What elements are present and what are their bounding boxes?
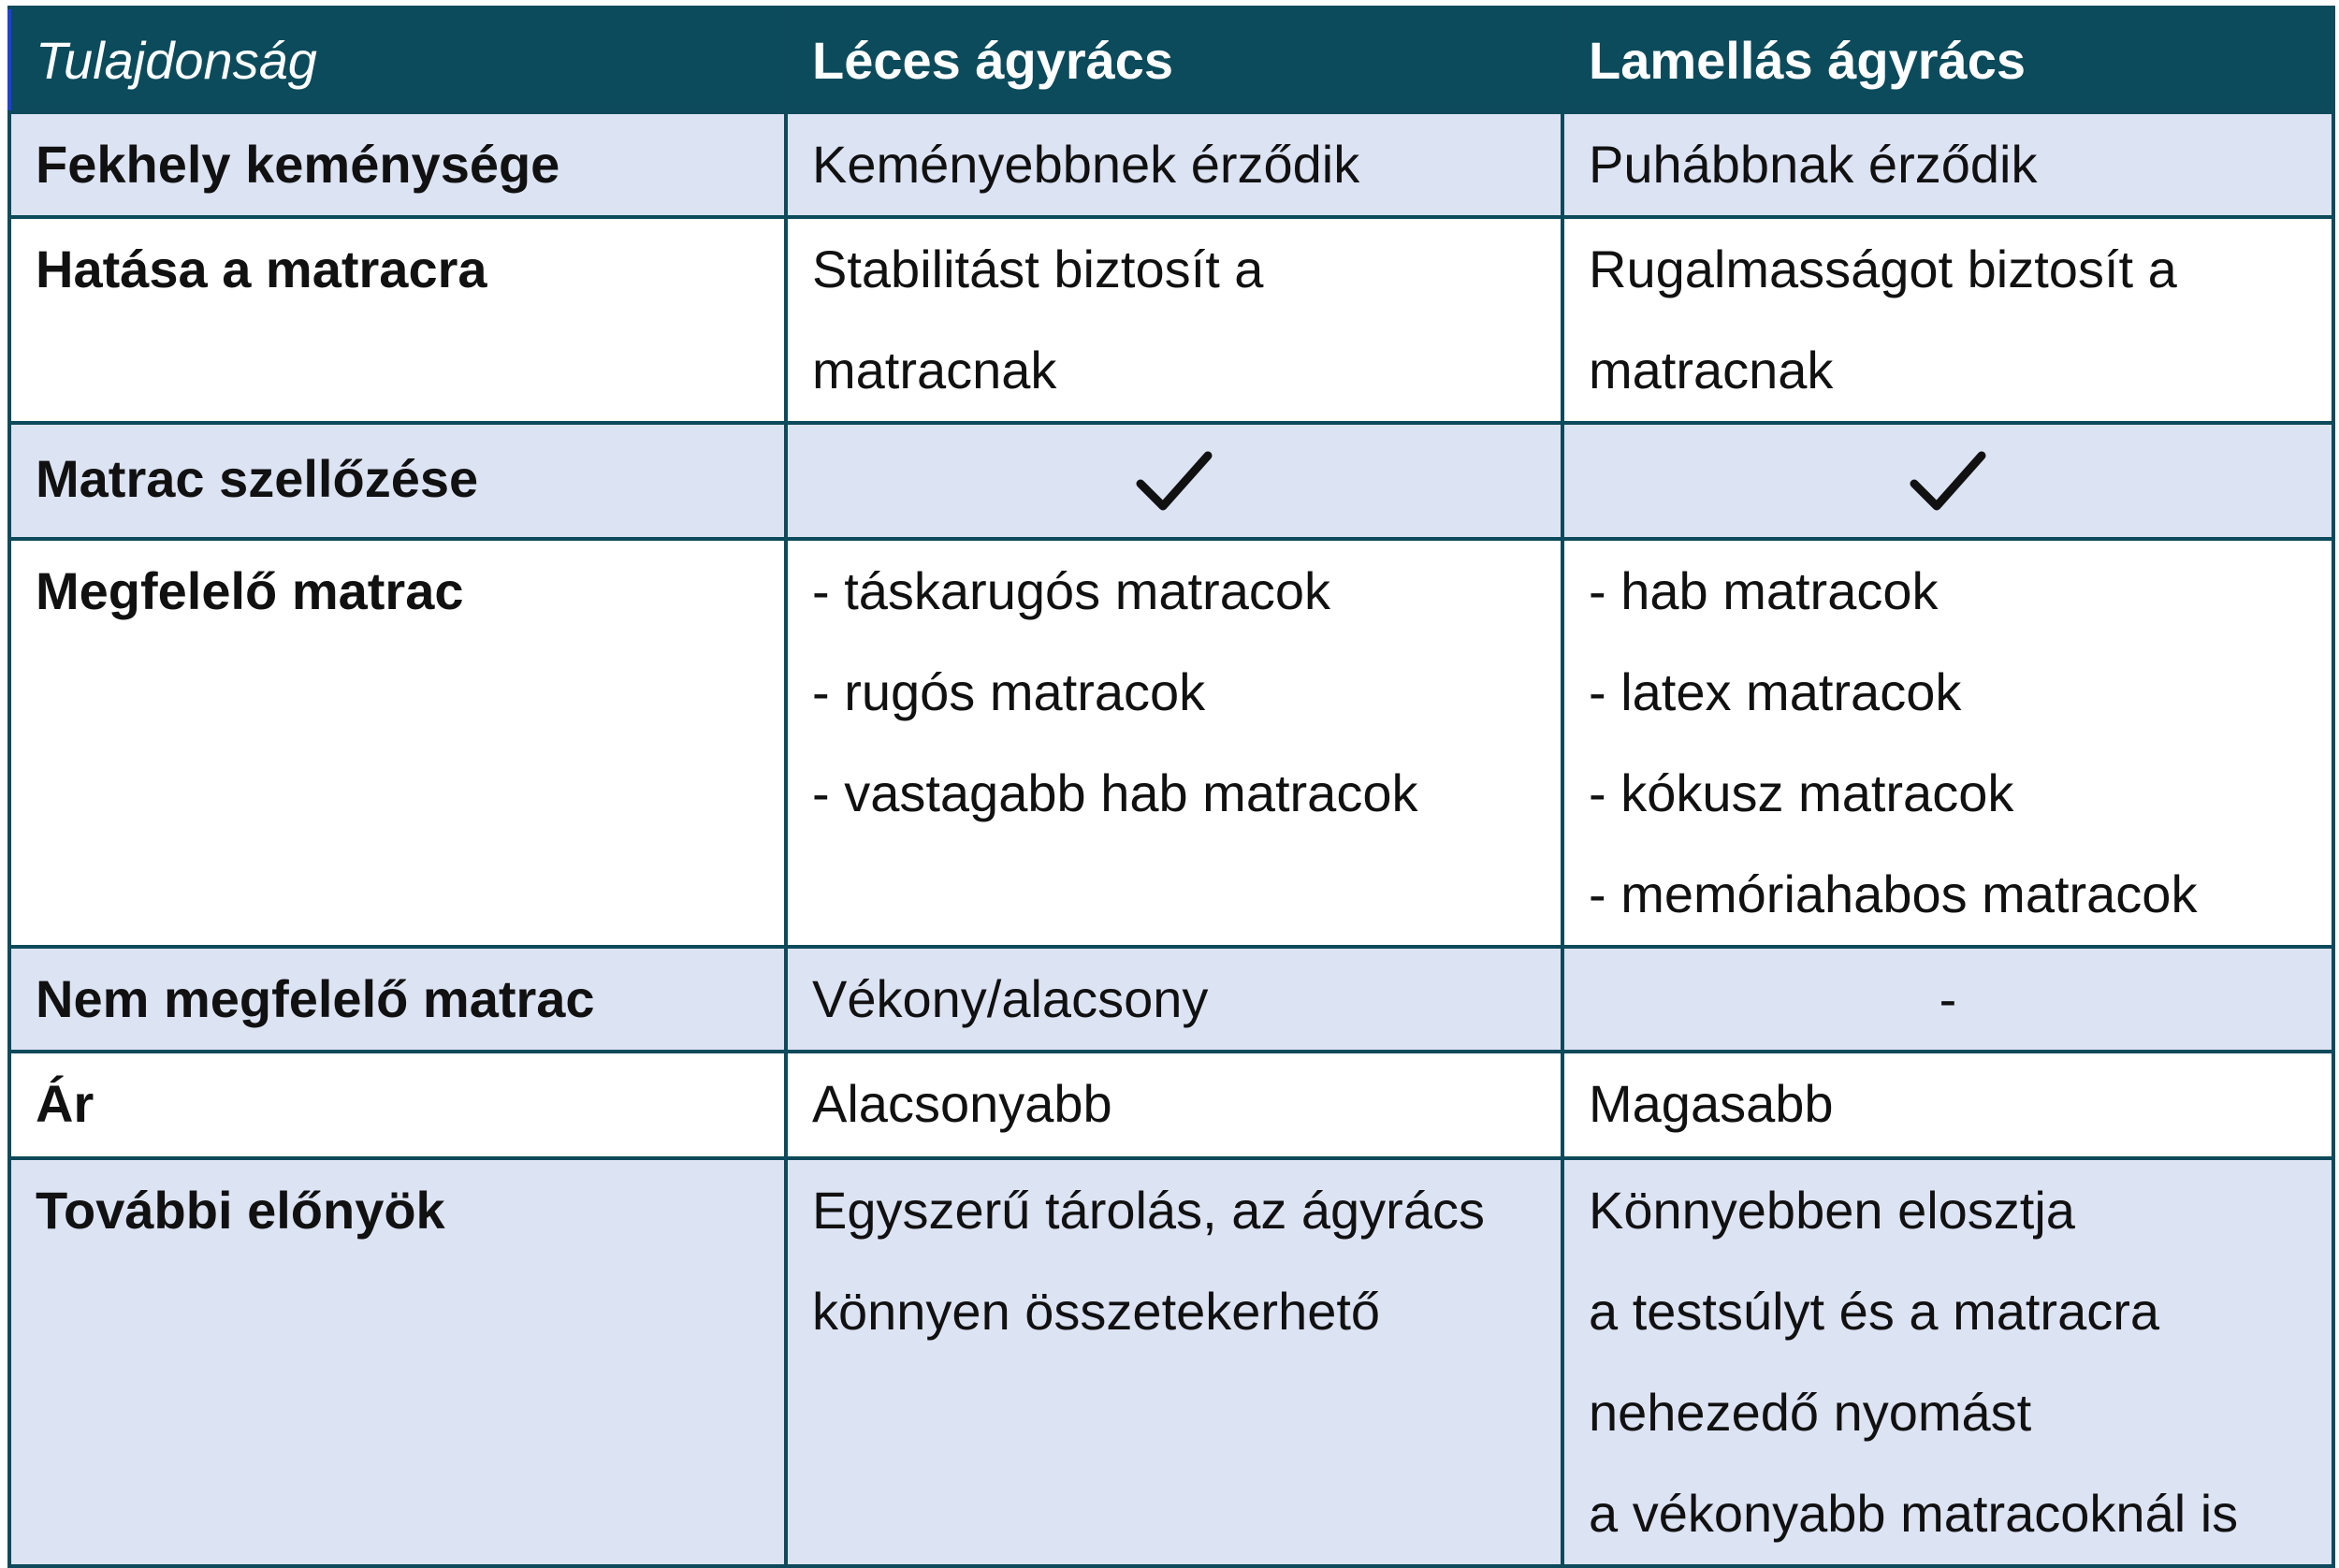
- cell-line: Magasabb: [1589, 1074, 1834, 1133]
- cell-leces: [786, 1158, 1562, 1566]
- table-header-row: [9, 7, 2333, 112]
- table-row: [9, 217, 2333, 423]
- cell-line: a vékonyabb matracoknál is: [1589, 1484, 2239, 1543]
- row-label: Ár: [9, 1052, 786, 1158]
- cell-line: - vastagabb hab matracok: [812, 763, 1418, 822]
- cell-lamellas: [1562, 217, 2333, 423]
- cell-line: Stabilitást biztosít a: [812, 240, 1264, 298]
- cell-line: - táskarugós matracok: [812, 561, 1330, 620]
- cell-line: Alacsonyabb: [812, 1074, 1112, 1133]
- table-row: [9, 1052, 2333, 1158]
- header-leces-agyracs: Léces ágyrács: [786, 7, 1562, 112]
- header-lamellas-agyracs: Lamellás ágyrács: [1562, 7, 2333, 112]
- cell-line: Keményebbnek érződik: [812, 135, 1360, 194]
- cell-leces: [786, 112, 1562, 217]
- cell-line: Rugalmasságot biztosít a: [1589, 240, 2177, 298]
- row-label: Megfelelő matrac: [9, 539, 786, 947]
- check-icon: [1135, 448, 1213, 515]
- cell-leces: [786, 1052, 1562, 1158]
- row-label: Nem megfelelő matrac: [9, 947, 786, 1052]
- cell-leces: [786, 217, 1562, 423]
- row-label: Hatása a matracra: [9, 217, 786, 423]
- comparison-table: [7, 6, 2335, 1568]
- cell-line: könnyen összetekerhető: [812, 1282, 1381, 1341]
- cell-leces: [786, 539, 1562, 947]
- cell-line: a testsúlyt és a matracra: [1589, 1282, 2160, 1341]
- cell-lamellas: [1562, 1052, 2333, 1158]
- check-icon: [1909, 448, 1987, 515]
- cell-line: Puhábbnak érződik: [1589, 135, 2038, 194]
- cell-line: Könnyebben elosztja: [1589, 1181, 2075, 1240]
- header-property: Tulajdonság: [9, 7, 786, 112]
- cell-leces: [786, 947, 1562, 1052]
- table-row: [9, 1158, 2333, 1566]
- cell-leces: [786, 423, 1562, 539]
- cell-lamellas: [1562, 539, 2333, 947]
- cell-line: - hab matracok: [1589, 561, 1939, 620]
- cell-line: matracnak: [812, 341, 1057, 399]
- cell-line: - kókusz matracok: [1589, 763, 2014, 822]
- table-row: [9, 423, 2333, 539]
- row-label: Fekhely keménysége: [9, 112, 786, 217]
- cell-line: - rugós matracok: [812, 662, 1206, 721]
- cell-lamellas: [1562, 947, 2333, 1052]
- cell-line: matracnak: [1589, 341, 1834, 399]
- table-row: [9, 112, 2333, 217]
- cell-line: - latex matracok: [1589, 662, 1962, 721]
- cell-lamellas: [1562, 1158, 2333, 1566]
- cell-lamellas: [1562, 423, 2333, 539]
- cell-line: - memóriahabos matracok: [1589, 864, 2198, 923]
- cell-line: -: [1939, 969, 1957, 1028]
- cell-lamellas: [1562, 112, 2333, 217]
- row-label: Matrac szellőzése: [9, 423, 786, 539]
- row-label: További előnyök: [9, 1158, 786, 1566]
- cell-line: Vékony/alacsony: [812, 969, 1209, 1028]
- table-row: [9, 947, 2333, 1052]
- table-row: [9, 539, 2333, 947]
- cell-line: Egyszerű tárolás, az ágyrács: [812, 1181, 1485, 1240]
- cell-line: nehezedő nyomást: [1589, 1383, 2032, 1442]
